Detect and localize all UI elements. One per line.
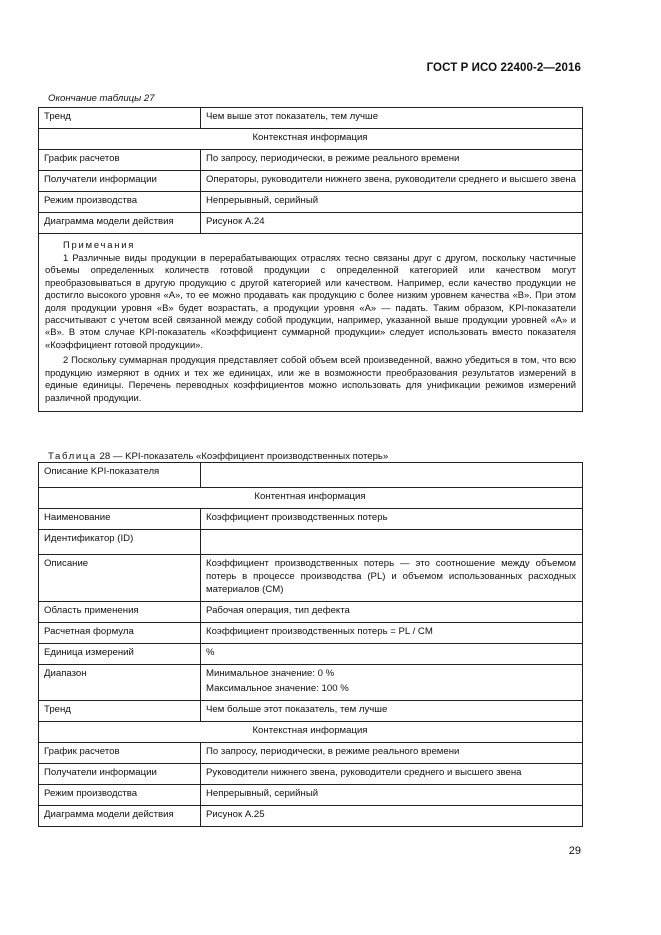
table-row (39, 601, 583, 622)
row-value: Чем больше этот показатель, тем лучше (201, 701, 583, 722)
row-label: Режим производства (39, 191, 201, 212)
table-row (39, 212, 583, 233)
table28 (38, 462, 583, 827)
notes-row (39, 233, 583, 411)
table-row (39, 191, 583, 212)
table-row (39, 554, 583, 601)
row-value: % (201, 643, 583, 664)
note-2: 2 Поскольку суммарная продукция представляет собой объем всей произведенной, важно убедиться в том, что всю продукцию измеряют в одних и тех же единицах, или же в возможности преобразования результатов измерений в единые единицы. Перечень переводных коэффициентов можно использовать для унификации режимов измерений различной продукции. (45, 354, 576, 403)
notes-title: Примечания (63, 238, 136, 250)
table-row (39, 785, 583, 806)
row-label: Наименование (39, 508, 201, 529)
section-heading-context: Контекстная информация (39, 722, 583, 743)
range-max: Максимальное значение: 100 % (206, 683, 349, 695)
row-value (201, 664, 583, 701)
row-label: Диаграмма модели действия (39, 806, 201, 827)
row-value: Операторы, руководители нижнего звена, руководители среднего и высшего звена (201, 170, 583, 191)
row-value: Рисунок А.24 (201, 212, 583, 233)
row-label: Описание KPI-показателя (39, 463, 201, 488)
row-label: Диаграмма модели действия (39, 212, 201, 233)
row-value: Непрерывный, серийный (201, 785, 583, 806)
row-label: Единица измерений (39, 643, 201, 664)
row-label: График расчетов (39, 149, 201, 170)
table-row (39, 108, 583, 129)
row-value (201, 463, 583, 488)
table28-caption (48, 451, 388, 462)
row-label: Область применения (39, 601, 201, 622)
document-header: ГОСТ Р ИСО 22400-2—2016 (426, 62, 581, 74)
range-min: Минимальное значение: 0 % (206, 667, 335, 679)
table-row (39, 463, 583, 488)
row-label: Тренд (39, 701, 201, 722)
table-row (39, 764, 583, 785)
table28-caption-title: 28 — KPI-показатель «Коэффициент производственных потерь» (96, 451, 389, 462)
row-label: Получатели информации (39, 764, 201, 785)
row-value: Рабочая операция, тип дефекта (201, 601, 583, 622)
note-1: 1 Различные виды продукции в перерабатывающих отраслях тесно связаны друг с другом, поскольку частичные объемы определенных количеств готовой продукции с определенной категорией или качеством могут преобразовываться в другую продукцию с другой категорией или качеством. Например, если качество продукции не достигло высокого уровня «А», то ее можно продавать как продукцию с более низким уровнем качества «В». При этом доля продукции уровня «В» будет возрастать, а продукции уровня «А» — падать. Таким образом, KPI-показатели рассчитывают с учетом всей связанной между собой продукции, например, указанной выше продукции уровней «А» и «В». В этом случае KPI-показатель «Коэффициент суммарной продукции» следует использовать вместо показателя «Коэффициент готовой продукции». (45, 252, 576, 350)
section-heading-context: Контекстная информация (39, 128, 583, 149)
section-row (39, 128, 583, 149)
row-value (201, 529, 583, 554)
table-row (39, 622, 583, 643)
row-label: Диапазон (39, 664, 201, 701)
table-row (39, 149, 583, 170)
table-row (39, 508, 583, 529)
row-label: Описание (39, 554, 201, 601)
row-value: Коэффициент производственных потерь (201, 508, 583, 529)
table-row (39, 743, 583, 764)
row-label: Тренд (39, 108, 201, 129)
row-value: По запросу, периодически, в режиме реального времени (201, 743, 583, 764)
table-row (39, 643, 583, 664)
section-heading-content: Контентная информация (39, 488, 583, 509)
table-row (39, 170, 583, 191)
table27-continuation (38, 107, 583, 412)
page-number: 29 (568, 845, 581, 857)
notes-cell (39, 233, 583, 411)
row-value: Коэффициент производственных потерь = PL / CM (201, 622, 583, 643)
table-row (39, 806, 583, 827)
row-value: Руководители нижнего звена, руководители среднего и высшего звена (201, 764, 583, 785)
row-value: Непрерывный, серийный (201, 191, 583, 212)
table-row (39, 664, 583, 701)
row-label: Расчетная формула (39, 622, 201, 643)
table-row (39, 701, 583, 722)
table28-caption-prefix: Таблица (48, 451, 97, 462)
row-label: Режим производства (39, 785, 201, 806)
section-row (39, 488, 583, 509)
row-value: Рисунок А.25 (201, 806, 583, 827)
row-value: Чем выше этот показатель, тем лучше (201, 108, 583, 129)
row-label: График расчетов (39, 743, 201, 764)
row-label: Идентификатор (ID) (39, 529, 201, 554)
section-row (39, 722, 583, 743)
row-label: Получатели информации (39, 170, 201, 191)
row-value: По запросу, периодически, в режиме реального времени (201, 149, 583, 170)
table27-caption: Окончание таблицы 27 (48, 93, 155, 104)
row-value: Коэффициент производственных потерь — это соотношение между объемом потерь в процессе производства (PL) и объемом использованных расходных материалов (CM) (201, 554, 583, 601)
table-row (39, 529, 583, 554)
